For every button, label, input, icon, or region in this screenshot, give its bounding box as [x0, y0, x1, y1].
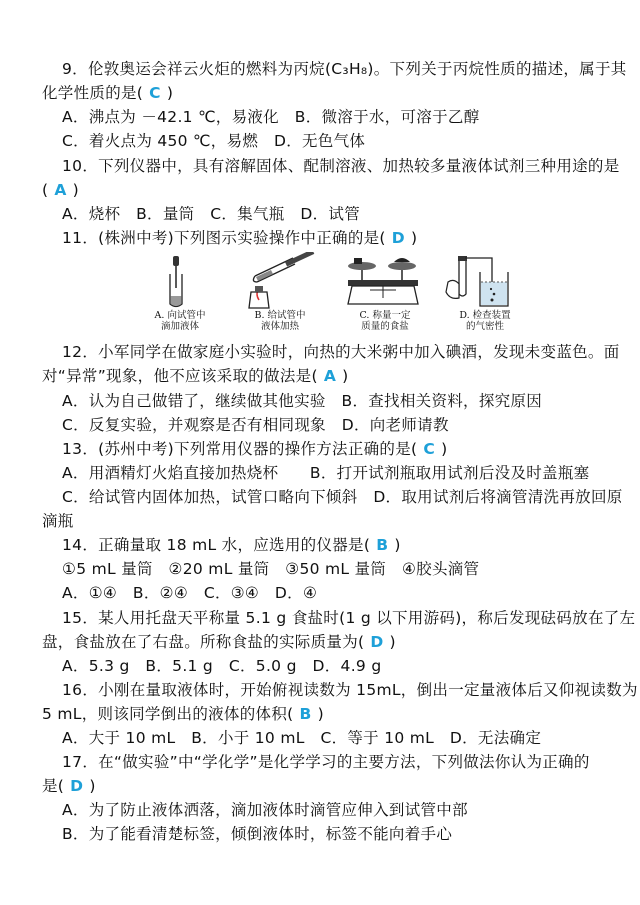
- q15-answer: D: [370, 633, 384, 651]
- q14-items: ①5 mL 量筒 ②20 mL 量筒 ③50 mL 量筒 ④胶头滴管: [62, 560, 480, 578]
- caption-line: 质量的食盐: [361, 321, 409, 332]
- balance-scale-illustration: [340, 252, 430, 310]
- q17-answer: D: [70, 777, 84, 795]
- q11-figure-d-caption: [440, 310, 530, 332]
- q17-stem-line1: 17．在“做实验”中“学化学”是化学学习的主要方法，下列做法你认为正确的: [62, 753, 590, 771]
- q12-options-ab: A．认为自己做错了，继续做其他实验 B．查找相关资料，探究原因: [62, 392, 543, 410]
- caption-line: 液体加热: [260, 321, 299, 332]
- q14-options: A．①④ B．②④ C．③④ D．④: [62, 584, 318, 602]
- q16-stem-line1: 16．小刚在量取液体时，开始俯视读数为 15mL，倒出一定量液体后又仰视读数为: [62, 681, 638, 699]
- q9-stem-line1: 9．伦敦奥运会祥云火炬的燃料为丙烷(C₃H₈)。下列关于丙烷性质的描述，属于其: [62, 60, 627, 78]
- q11-figure-a: [135, 252, 225, 340]
- q11-figure-row: [135, 252, 535, 340]
- q13-options-cd: C．给试管内固体加热，试管口略向下倾斜 D．取用试剂后将滴管清洗再放回原: [62, 488, 623, 506]
- q9-stem-line2: [42, 83, 616, 103]
- q16-options: A．大于 10 mL B．小于 10 mL C．等于 10 mL D．无法确定: [62, 729, 542, 747]
- q14-paren-close: ): [394, 536, 401, 554]
- q16-stem-text: 5 mL，则该同学倒出的液体的体积(: [42, 705, 294, 723]
- q10-paren-close: ): [72, 181, 80, 199]
- q11-answer: D: [391, 229, 405, 247]
- q17-paren-close: ): [89, 777, 96, 795]
- caption-line: D. 检查装置: [459, 310, 511, 321]
- q13-options-ab: A．用酒精灯火焰直接加热烧杯 B．打开试剂瓶取用试剂后没及时盖瓶塞: [62, 464, 590, 482]
- q9-stem-text: 化学性质的是(: [42, 84, 144, 102]
- q13-stem-text: 13．(苏州中考)下列常用仪器的操作方法正确的是(: [62, 440, 418, 458]
- heating-test-tube-illustration: [235, 252, 325, 310]
- q12-stem-text: 对“异常”现象，他不应该采取的做法是(: [42, 367, 318, 385]
- caption-line: C. 称量一定: [359, 310, 411, 321]
- q15-stem-line2: [42, 632, 616, 652]
- q11-stem: [62, 228, 616, 248]
- q15-paren-close: ): [389, 633, 396, 651]
- q12-stem-line1: 12．小军同学在做家庭小实验时，向热的大米粥中加入碘酒，发现未变蓝色。面: [62, 343, 620, 361]
- q10-answer: A: [54, 181, 67, 199]
- q11-stem-text: 11．(株洲中考)下列图示实验操作中正确的是(: [62, 229, 386, 247]
- q16-answer: B: [299, 705, 312, 723]
- dropper-test-tube-illustration: [135, 252, 225, 310]
- q11-figure-c: [340, 252, 430, 340]
- q17-option-a: A．为了防止液体洒落，滴加液体时滴管应伸入到试管中部: [62, 801, 468, 819]
- q14-stem: [62, 535, 616, 555]
- q9-options-ab: A．沸点为 －42.1 ℃，易液化 B．微溶于水，可溶于乙醇: [62, 108, 480, 126]
- q9-options-cd: C．着火点为 450 ℃，易燃 D．无色气体: [62, 132, 366, 150]
- q17-stem-text: 是(: [42, 777, 65, 795]
- q13-answer: C: [423, 440, 436, 458]
- q15-stem-text: 盘，食盐放在了右盘。所称食盐的实际质量为(: [42, 633, 365, 651]
- q16-stem-line2: [42, 704, 616, 724]
- q13-options-cd-cont: 滴瓶: [42, 512, 74, 530]
- q9-answer: C: [149, 84, 161, 102]
- q11-figure-c-caption: [340, 310, 430, 332]
- q12-paren-close: ): [342, 367, 349, 385]
- q14-answer: B: [376, 536, 389, 554]
- q17-option-b: B．为了能看清楚标签，倾倒液体时，标签不能向着手心: [62, 825, 453, 843]
- q11-figure-d: [440, 252, 530, 340]
- q14-stem-text: 14．正确量取 18 mL 水，应选用的仪器是(: [62, 536, 371, 554]
- q11-figure-b-caption: [235, 310, 325, 332]
- q16-paren-close: ): [317, 705, 324, 723]
- caption-line: 的气密性: [465, 321, 504, 332]
- q11-paren-close: ): [410, 229, 418, 247]
- q9-paren-close: ): [166, 84, 174, 102]
- q17-stem-line2: [42, 776, 616, 796]
- q10-stem-line1: 10．下列仪器中，具有溶解固体、配制溶液、加热较多量液体试剂三种用途的是: [62, 157, 620, 175]
- q12-options-cd: C．反复实验，并观察是否有相同现象 D．向老师请教: [62, 416, 449, 434]
- q10-options: A．烧杯 B．量筒 C．集气瓶 D．试管: [62, 205, 360, 223]
- q11-figure-a-caption: [135, 310, 225, 332]
- q11-figure-b: [235, 252, 325, 340]
- airtightness-check-illustration: [440, 252, 530, 310]
- caption-line: A. 向试管中: [154, 310, 206, 321]
- caption-line: 滴加液体: [160, 321, 199, 332]
- q13-paren-close: ): [441, 440, 448, 458]
- q15-stem-line1: 15．某人用托盘天平称量 5.1 g 食盐时(1 g 以下用游码)，称后发现砝码放在了左: [62, 609, 636, 627]
- q10-stem-line2: [42, 180, 616, 200]
- q12-answer: A: [323, 367, 337, 385]
- q12-stem-line2: [42, 366, 616, 386]
- caption-line: B. 给试管中: [254, 310, 306, 321]
- q13-stem: [62, 439, 616, 459]
- q15-options: A．5.3 g B．5.1 g C．5.0 g D．4.9 g: [62, 657, 382, 675]
- q10-paren-open: (: [42, 181, 49, 199]
